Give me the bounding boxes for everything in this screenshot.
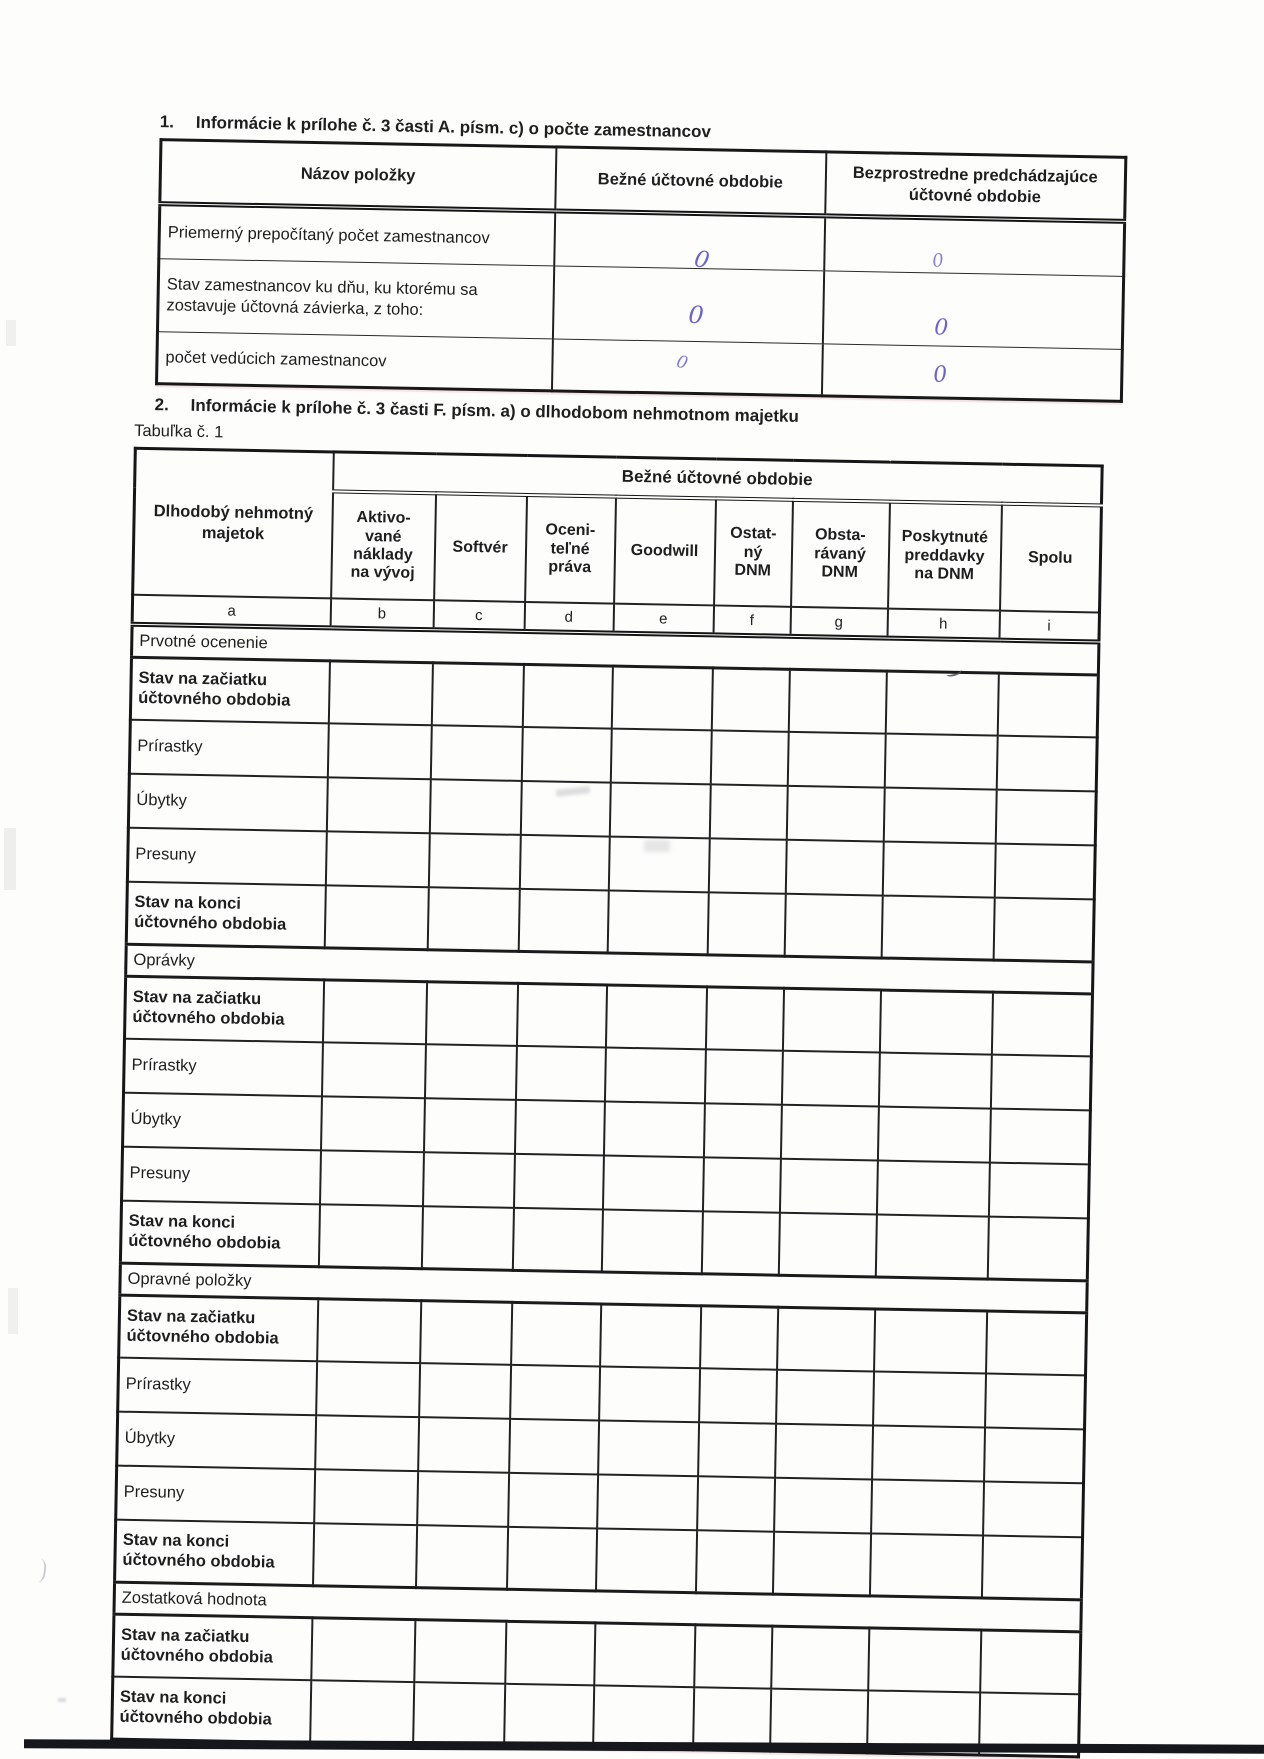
column-letter: i: [999, 611, 1100, 642]
empty-cell: [695, 1530, 773, 1594]
empty-cell: [607, 891, 708, 955]
empty-cell: [786, 786, 884, 842]
empty-cell: [997, 673, 1098, 737]
handwritten-zero: 0: [931, 362, 948, 388]
empty-cell: [313, 1523, 417, 1587]
empty-cell: [322, 980, 426, 1044]
empty-cell: [882, 842, 995, 898]
empty-cell: [326, 777, 430, 833]
empty-cell: [881, 896, 994, 961]
empty-cell: [519, 835, 609, 891]
empty-cell: [698, 1422, 776, 1477]
empty-cell: [705, 987, 783, 1051]
row-label: počet vedúcich zamestnancov: [157, 332, 553, 391]
value-cell: [822, 271, 1123, 349]
empty-cell: [984, 1428, 1085, 1484]
empty-cell: [983, 1482, 1084, 1538]
empty-cell: [879, 990, 992, 1055]
empty-cell: [994, 844, 1095, 900]
row-label: Stav na konci účtovného obdobia: [115, 1520, 314, 1586]
empty-cell: [884, 734, 997, 790]
empty-cell: [710, 730, 788, 785]
empty-cell: [986, 1311, 1087, 1375]
empty-cell: [776, 1370, 874, 1426]
empty-cell: [788, 669, 886, 733]
empty-cell: [990, 1055, 1091, 1111]
empty-cell: [782, 988, 880, 1052]
column-header: Goodwill: [614, 497, 716, 606]
empty-cell: [516, 983, 606, 1047]
empty-cell: [317, 1299, 421, 1363]
column-letter: c: [433, 600, 525, 631]
empty-cell: [413, 1682, 505, 1746]
empty-cell: [778, 1213, 876, 1277]
empty-cell: [981, 1535, 1082, 1599]
empty-cell: [594, 1623, 695, 1687]
intangible-assets-table: [110, 447, 1104, 1759]
empty-cell: [785, 840, 883, 896]
empty-cell: [418, 1417, 510, 1473]
empty-cell: [604, 1048, 705, 1104]
section-band-label: Zostatková hodnota: [114, 1582, 1081, 1632]
empty-cell: [694, 1625, 772, 1689]
scan-artifact-smudge: [644, 840, 670, 852]
empty-cell: [700, 1306, 778, 1370]
empty-cell: [595, 1528, 696, 1592]
column-header: Aktivo- vané náklady na vývoj: [331, 491, 436, 600]
row-label: Stav na konci účtovného obdobia: [126, 882, 325, 948]
column-letter: f: [713, 605, 791, 636]
empty-cell: [310, 1680, 414, 1744]
table1-col-item-header: Názov položky: [160, 140, 556, 211]
empty-cell: [328, 661, 432, 725]
column-header: Poskytnuté preddavky na DNM: [888, 502, 1002, 611]
empty-cell: [781, 1051, 879, 1107]
scan-artifact-edge-smudge: [8, 1288, 18, 1334]
empty-cell: [321, 1096, 425, 1152]
empty-cell: [787, 732, 885, 788]
empty-cell: [597, 1474, 698, 1530]
empty-cell: [320, 1150, 424, 1206]
empty-cell: [878, 1053, 991, 1109]
handwritten-zero: 0: [686, 300, 705, 330]
empty-cell: [421, 1206, 513, 1270]
empty-cell: [505, 1621, 595, 1685]
empty-cell: [704, 1049, 782, 1104]
value-cell: [821, 344, 1122, 401]
empty-cell: [707, 892, 785, 956]
handwritten-zero: 0: [691, 245, 712, 275]
section2-title: Informácie k prílohe č. 3 časti F. písm. a) o dlhodobom nehmotnom majetku: [190, 395, 800, 426]
row-label: Stav zamestnancov ku dňu, ku ktorému sa zostavuje účtovná závierka, z toho:: [157, 259, 553, 339]
table1-col-previous-header: Bezprostredne predchádzajúce účtovné obdobie: [825, 152, 1126, 221]
empty-cell: [701, 1211, 779, 1275]
empty-cell: [431, 663, 523, 727]
column-letter: a: [132, 595, 331, 628]
row-label: Stav na konci účtovného obdobia: [120, 1201, 319, 1267]
empty-cell: [522, 664, 612, 728]
empty-cell: [515, 1046, 605, 1102]
empty-cell: [511, 1302, 601, 1366]
empty-cell: [697, 1476, 775, 1531]
empty-cell: [513, 1154, 603, 1210]
scan-artifact-edge-smudge: [4, 828, 16, 890]
scanned-page-content: [120, 112, 1135, 1759]
row-label: Úbytky: [117, 1412, 316, 1470]
empty-cell: [703, 1103, 781, 1158]
section-band-label: Opravné položky: [120, 1263, 1087, 1313]
empty-cell: [512, 1208, 602, 1272]
empty-cell: [877, 1107, 990, 1163]
empty-cell: [315, 1415, 419, 1471]
empty-cell: [883, 788, 996, 844]
empty-cell: [996, 736, 1097, 792]
empty-cell: [593, 1685, 694, 1749]
empty-cell: [779, 1159, 877, 1215]
table2-period-header: Bežné účtovné obdobie: [333, 452, 1103, 506]
empty-cell: [987, 1217, 1088, 1281]
empty-cell: [985, 1374, 1086, 1430]
empty-cell: [598, 1420, 699, 1476]
empty-cell: [325, 831, 429, 887]
column-header: Oceni- teľné práva: [525, 495, 616, 604]
empty-cell: [602, 1155, 703, 1211]
handwritten-zero: 0: [673, 351, 690, 374]
row-label: Prírastky: [129, 720, 328, 778]
empty-cell: [868, 1628, 981, 1693]
empty-cell: [603, 1101, 704, 1157]
empty-cell: [311, 1618, 415, 1682]
table2-caption: Tabuľka č. 1: [133, 421, 224, 442]
empty-cell: [428, 833, 520, 889]
empty-cell: [708, 838, 786, 893]
empty-cell: [774, 1478, 872, 1534]
empty-cell: [871, 1479, 984, 1535]
empty-cell: [873, 1371, 986, 1427]
value-cell: [551, 339, 822, 396]
empty-cell: [995, 790, 1096, 846]
row-label: Presuny: [127, 828, 326, 886]
section1-title: Informácie k prílohe č. 3 časti A. písm. c) o počte zamestnancov: [195, 112, 712, 142]
table1-col-current-header: Bežné účtovné obdobie: [555, 147, 826, 216]
empty-cell: [424, 1044, 516, 1100]
empty-cell: [318, 1204, 422, 1268]
empty-cell: [702, 1157, 780, 1212]
empty-cell: [327, 723, 431, 779]
column-header: Ostat- ný DNM: [714, 498, 793, 606]
empty-cell: [429, 779, 521, 835]
scan-artifact-pencil-squiggle: [28, 1557, 48, 1583]
empty-cell: [784, 894, 882, 958]
empty-cell: [423, 1098, 515, 1154]
empty-cell: [425, 982, 517, 1046]
row-label: Presuny: [116, 1466, 315, 1524]
empty-cell: [600, 1304, 701, 1368]
value-cell: [554, 211, 825, 275]
empty-cell: [416, 1525, 508, 1589]
empty-cell: [605, 985, 706, 1049]
row-label: Priemerný prepočítaný počet zamestnancov: [159, 204, 555, 266]
empty-cell: [991, 992, 1092, 1056]
empty-cell: [601, 1209, 702, 1273]
row-label: Stav na začiatku účtovného obdobia: [125, 976, 324, 1042]
row-label: Úbytky: [123, 1093, 322, 1151]
empty-cell: [324, 885, 428, 949]
column-letter: h: [887, 609, 1000, 641]
empty-cell: [521, 727, 611, 783]
row-label: Prírastky: [124, 1039, 323, 1097]
empty-cell: [417, 1471, 509, 1527]
empty-cell: [876, 1161, 989, 1217]
empty-cell: [610, 729, 711, 785]
handwritten-zero: 0: [933, 315, 949, 341]
scan-artifact-edge-smudge: [6, 320, 16, 346]
column-header: Obsta- rávaný DNM: [791, 500, 890, 609]
empty-cell: [777, 1307, 875, 1371]
empty-cell: [518, 889, 608, 953]
value-cell: [824, 216, 1125, 276]
empty-cell: [699, 1368, 777, 1423]
column-letter: d: [524, 602, 614, 633]
empty-cell: [609, 783, 710, 839]
row-label: Úbytky: [128, 774, 327, 832]
employee-count-table: [155, 138, 1127, 403]
empty-cell: [506, 1527, 596, 1591]
column-letter: b: [330, 598, 434, 629]
empty-cell: [980, 1630, 1081, 1694]
empty-cell: [989, 1109, 1090, 1165]
empty-cell: [775, 1424, 873, 1480]
empty-cell: [771, 1626, 869, 1690]
empty-cell: [321, 1042, 425, 1098]
section1-number: 1.: [159, 112, 175, 132]
empty-cell: [872, 1425, 985, 1481]
empty-cell: [504, 1684, 594, 1748]
empty-cell: [414, 1620, 506, 1684]
row-label: Prírastky: [118, 1358, 317, 1416]
column-header: Softvér: [434, 493, 527, 602]
row-label: Stav na začiatku účtovného obdobia: [119, 1295, 318, 1361]
empty-cell: [711, 668, 789, 732]
empty-cell: [430, 725, 522, 781]
value-cell: [552, 266, 823, 344]
empty-cell: [514, 1100, 604, 1156]
empty-cell: [427, 887, 519, 951]
empty-cell: [611, 666, 712, 730]
empty-cell: [508, 1473, 598, 1529]
empty-cell: [875, 1214, 988, 1279]
empty-cell: [885, 671, 998, 736]
table2-row-header: Dlhodobý nehmotný majetok: [133, 448, 334, 598]
empty-cell: [509, 1419, 599, 1475]
column-letter: g: [790, 607, 888, 638]
section-band-label: Oprávky: [126, 944, 1093, 994]
empty-cell: [599, 1366, 700, 1422]
empty-cell: [869, 1533, 982, 1598]
empty-cell: [780, 1105, 878, 1161]
empty-cell: [993, 898, 1094, 962]
empty-cell: [422, 1152, 514, 1208]
empty-cell: [510, 1365, 600, 1421]
empty-cell: [420, 1301, 512, 1365]
handwritten-zero: 0: [930, 249, 945, 273]
row-label: Stav na začiatku účtovného obdobia: [130, 657, 329, 723]
row-label: Presuny: [122, 1147, 321, 1205]
empty-cell: [988, 1163, 1089, 1219]
empty-cell: [709, 784, 787, 839]
empty-cell: [419, 1363, 511, 1419]
scan-artifact-speck: [58, 1698, 66, 1702]
empty-cell: [314, 1469, 418, 1525]
section2-number: 2.: [154, 395, 169, 415]
row-label: Stav na konci účtovného obdobia: [112, 1677, 311, 1743]
column-letter: e: [613, 604, 714, 635]
empty-cell: [772, 1532, 870, 1596]
column-header: Spolu: [1000, 504, 1102, 613]
section-band-label: Prvotné ocenenie: [132, 624, 1099, 675]
empty-cell: [316, 1361, 420, 1417]
row-label: Stav na začiatku účtovného obdobia: [113, 1614, 312, 1680]
empty-cell: [874, 1309, 987, 1374]
